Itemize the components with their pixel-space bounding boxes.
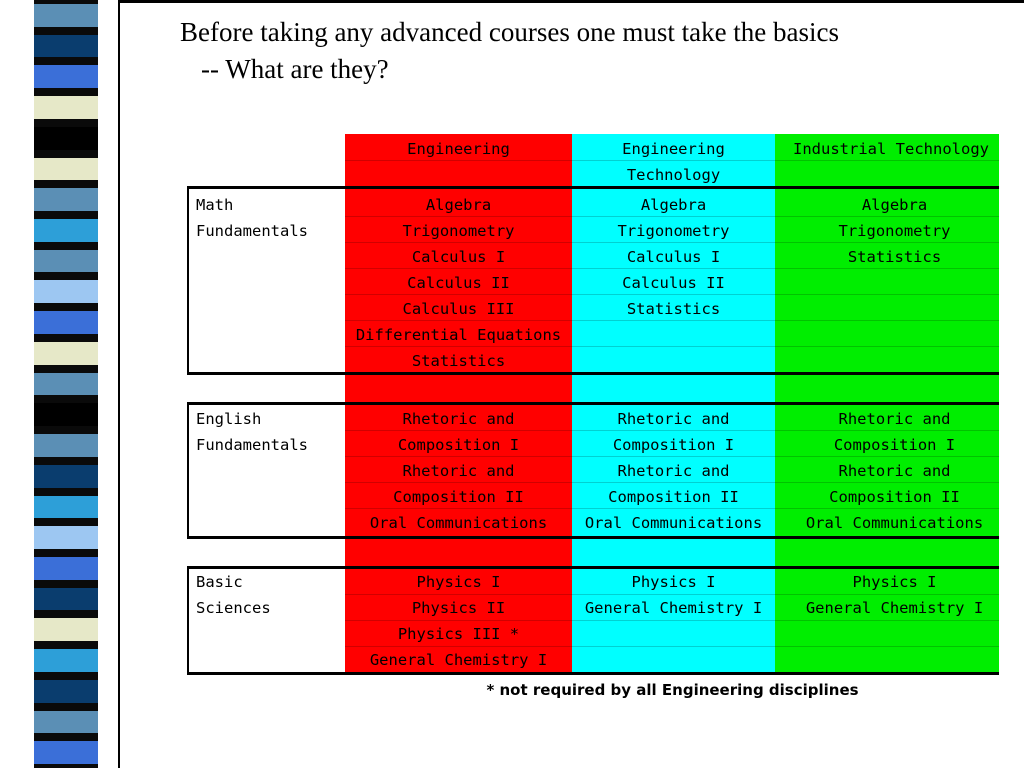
course-cell-engineering-technology: Rhetoric and (617, 462, 730, 480)
course-cell-engineering: Composition II (393, 488, 524, 506)
course-cell-industrial-technology: Rhetoric and (838, 410, 951, 428)
header-industrial-technology: Industrial Technology (793, 140, 989, 158)
row-separator (345, 508, 999, 509)
row-separator (345, 268, 999, 269)
header-engineering-technology-line-1: Engineering (622, 140, 725, 158)
course-cell-industrial-technology: Physics I (852, 573, 937, 591)
section-label-sciences-line-1: Basic (196, 573, 243, 591)
course-cell-engineering-technology: Rhetoric and (617, 410, 730, 428)
course-cell-engineering-technology: Composition II (608, 488, 739, 506)
section-label-english-line-2: Fundamentals (196, 436, 308, 454)
header-engineering: Engineering (407, 140, 510, 158)
section-label-english-line-1: English (196, 410, 262, 428)
course-cell-industrial-technology: Rhetoric and (838, 462, 951, 480)
section-border (187, 372, 999, 375)
section-border (187, 672, 999, 675)
row-separator (345, 646, 999, 647)
course-cell-engineering: Calculus II (407, 274, 510, 292)
row-separator (345, 620, 999, 621)
course-cell-engineering-technology: Trigonometry (617, 222, 730, 240)
course-cell-industrial-technology: Composition I (833, 436, 956, 454)
section-left-border (187, 566, 189, 675)
course-cell-industrial-technology: Composition II (829, 488, 960, 506)
slide-title-line-2: -- What are they? (201, 54, 389, 84)
course-cell-engineering: Algebra (425, 196, 492, 214)
row-separator (345, 160, 999, 161)
course-cell-engineering: Trigonometry (402, 222, 515, 240)
section-label-sciences-line-2: Sciences (196, 599, 271, 617)
section-border (187, 566, 999, 569)
row-separator (345, 216, 999, 217)
course-cell-engineering: Calculus III (402, 300, 515, 318)
course-cell-engineering: Physics I (416, 573, 501, 591)
course-cell-industrial-technology: Trigonometry (838, 222, 951, 240)
course-cell-engineering: General Chemistry I (369, 651, 548, 669)
slide-title-line-1: Before taking any advanced courses one must take the basics (180, 17, 840, 47)
row-separator (345, 430, 999, 431)
course-cell-engineering: Statistics (411, 352, 506, 370)
row-separator (345, 346, 999, 347)
section-border (187, 402, 999, 405)
section-label-math-line-2: Fundamentals (196, 222, 308, 240)
section-left-border (187, 186, 189, 375)
course-cell-engineering: Calculus I (411, 248, 506, 266)
section-left-border (187, 402, 189, 539)
course-cell-engineering: Rhetoric and (402, 410, 515, 428)
course-cell-industrial-technology: General Chemistry I (805, 599, 984, 617)
course-cell-engineering-technology: Composition I (612, 436, 735, 454)
header-engineering-technology-line-2: Technology (626, 166, 721, 184)
row-separator (345, 242, 999, 243)
course-cell-industrial-technology: Algebra (861, 196, 928, 214)
course-cell-engineering: Physics II (411, 599, 506, 617)
course-cell-industrial-technology: Oral Communications (805, 514, 984, 532)
course-cell-engineering-technology: Calculus I (626, 248, 721, 266)
course-cell-engineering-technology: Algebra (640, 196, 707, 214)
row-separator (345, 320, 999, 321)
course-cell-engineering-technology: Calculus II (622, 274, 725, 292)
row-separator (345, 594, 999, 595)
section-label-math-line-1: Math (196, 196, 234, 214)
course-cell-engineering: Composition I (397, 436, 520, 454)
course-cell-engineering: Physics III * (397, 625, 520, 643)
section-border (187, 186, 999, 189)
row-separator (345, 294, 999, 295)
row-separator (345, 456, 999, 457)
course-cell-engineering: Rhetoric and (402, 462, 515, 480)
section-border (187, 536, 999, 539)
course-cell-engineering-technology: General Chemistry I (584, 599, 763, 617)
row-separator (345, 482, 999, 483)
footnote: * not required by all Engineering disciplines (486, 681, 859, 699)
course-cell-engineering-technology: Statistics (626, 300, 721, 318)
course-cell-engineering: Oral Communications (369, 514, 548, 532)
course-cell-engineering: Differential Equations (355, 326, 562, 344)
course-cell-engineering-technology: Physics I (631, 573, 716, 591)
course-cell-industrial-technology: Statistics (847, 248, 942, 266)
course-cell-engineering-technology: Oral Communications (584, 514, 763, 532)
